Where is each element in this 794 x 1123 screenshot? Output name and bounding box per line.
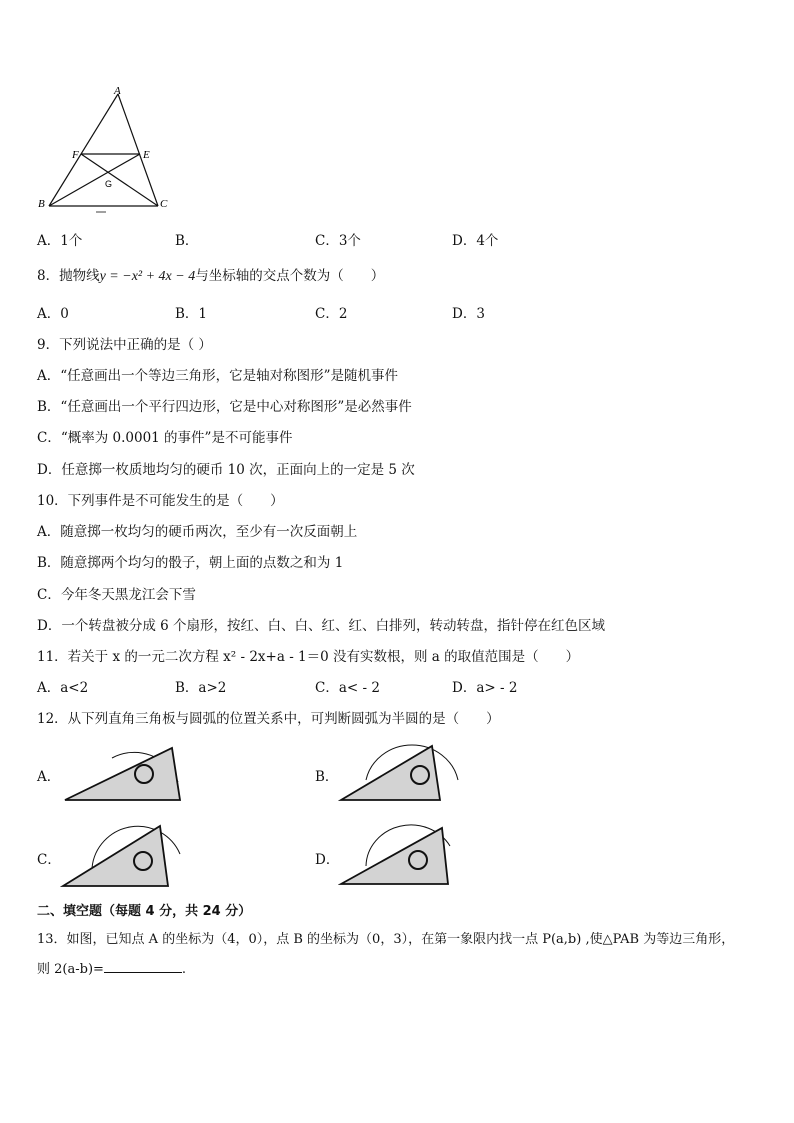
q12-figure-b — [338, 740, 463, 804]
q8-stem — [37, 264, 384, 285]
q13-answer-blank[interactable] — [104, 960, 182, 973]
q8-option-d: D．3 — [452, 306, 485, 322]
q12-option-c-label: C． — [37, 852, 61, 868]
q9-option-c: C．“概率为 0.0001 的事件”是不可能事件 — [37, 430, 293, 446]
q8-option-c: C．2 — [315, 306, 348, 322]
q8-suffix: 与坐标轴的交点个数为（ ） — [195, 268, 385, 284]
q7-option-b: B． — [175, 233, 199, 249]
label-A: A — [114, 85, 121, 97]
q7-option-c: C．3个 — [315, 233, 361, 249]
q13-prefix: 则 2(a-b)= — [37, 962, 104, 977]
q11-option-c: C．a< - 2 — [315, 680, 380, 696]
q12-option-d-label: D． — [315, 852, 340, 868]
q10-option-c: C．今年冬天黑龙江会下雪 — [37, 587, 196, 603]
q9-stem: 9．下列说法中正确的是（ ） — [37, 337, 212, 353]
label-E: E — [143, 149, 150, 161]
q8-option-a: A．0 — [37, 306, 69, 322]
q10-option-b: B．随意掷两个均匀的骰子，朝上面的点数之和为 1 — [37, 555, 344, 571]
q8-option-b: B．1 — [175, 306, 208, 322]
q12-figure-a — [60, 742, 185, 804]
q11-stem: 11．若关于 x 的一元二次方程 x² - 2x+a - 1＝0 没有实数根，则 a 的取值范围是（ ） — [37, 649, 580, 665]
label-F: F — [72, 149, 79, 161]
q8-formula: y = −x² + 4x − 4 — [99, 269, 196, 284]
q11-option-a: A．a<2 — [37, 680, 89, 696]
q7-option-a: A．1个 — [37, 233, 83, 249]
q9-option-a: A．“任意画出一个等边三角形，它是轴对称图形”是随机事件 — [37, 368, 399, 384]
q8-prefix: 8．抛物线 — [37, 268, 100, 284]
q10-stem: 10．下列事件是不可能发生的是（ ） — [37, 493, 284, 509]
label-C: C — [160, 198, 168, 210]
section-2-title: 二、填空题（每题 4 分，共 24 分） — [37, 904, 252, 919]
q7-option-d: D．4个 — [452, 233, 499, 249]
q10-option-d: D．一个转盘被分成 6 个扇形，按红、白、白、红、红、白排列，转动转盘，指针停在红色区域 — [37, 618, 605, 634]
q12-figure-d — [338, 822, 463, 888]
q9-option-b: B．“任意画出一个平行四边形，它是中心对称图形”是必然事件 — [37, 399, 412, 415]
q12-option-b-label: B． — [315, 769, 339, 785]
q13-line2 — [37, 958, 186, 977]
q11-option-b: B．a>2 — [175, 680, 227, 696]
triangle-figure — [30, 82, 180, 217]
q10-option-a: A．随意掷一枚均匀的硬币两次，至少有一次反面朝上 — [37, 524, 358, 540]
q12-stem: 12．从下列直角三角板与圆弧的位置关系中，可判断圆弧为半圆的是（ ） — [37, 711, 500, 727]
q13-line1: 13．如图，已知点 A 的坐标为（4，0），点 B 的坐标为（0，3），在第一象限内找一点 P(a,b) ,使△PAB 为等边三角形， — [37, 932, 735, 947]
label-G: G — [105, 179, 113, 189]
q9-option-d: D．任意掷一枚质地均匀的硬币 10 次，正面向上的一定是 5 次 — [37, 462, 415, 478]
q12-option-a-label: A． — [37, 769, 61, 785]
label-B: B — [38, 198, 45, 210]
q11-option-d: D．a> - 2 — [452, 680, 518, 696]
q12-figure-c — [60, 818, 185, 890]
q13-suffix: . — [181, 962, 187, 977]
